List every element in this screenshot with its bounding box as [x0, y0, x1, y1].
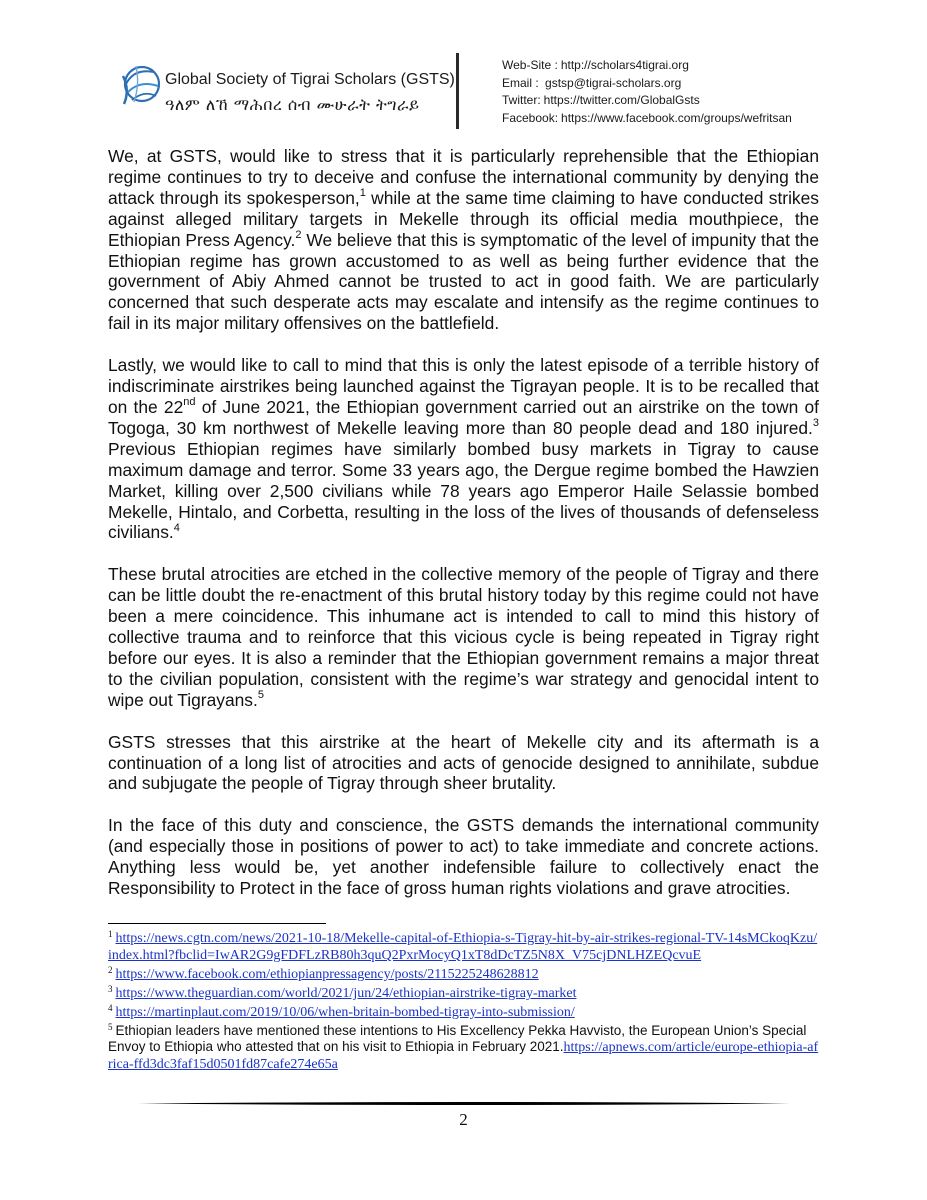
letter-body [108, 146, 819, 899]
paragraph-1 [108, 146, 819, 334]
website-label: Web-Site : [502, 58, 558, 72]
footnote-mark: 4 [108, 1002, 113, 1013]
footnote-text: Ethiopian leaders have mentioned these intentions to His Excellency Pekka Havvisto, the European Union’s Special Envoy to Ethiopia who attested that on his visit to Ethiopia in February 2021. [108, 1023, 807, 1054]
email-label: Email : [502, 75, 539, 90]
letterhead [0, 0, 927, 135]
p1-text-b: while at the same time claiming to have conducted strikes against alleged military targets in Mekelle through its official media mouthpiece, the Ethiopian Press Agency. [108, 187, 819, 250]
twitter-link[interactable]: https://twitter.com/GlobalGsts [543, 93, 700, 107]
globe-logo-icon [120, 60, 160, 110]
website-link[interactable]: http://scholars4tigrai.org [560, 58, 689, 72]
footnote-mark: 3 [108, 983, 113, 994]
footnote-separator [108, 923, 326, 924]
paragraph-5: In the face of this duty and conscience, the GSTS demands the international community (and especially those in positions of power to act) to take immediate and concrete actions. Anything less would be, yet another indefensible failure to collectively enact the Responsibility to Protect in the face of gross human rights violations and grave atrocities. [108, 815, 819, 899]
footnote-mark: 2 [108, 964, 113, 975]
footnote-mark: 5 [108, 1021, 113, 1032]
facebook-link[interactable]: https://www.facebook.com/groups/wefritsan [561, 110, 792, 125]
facebook-line [502, 110, 792, 128]
ordinal-suffix: nd [183, 396, 196, 409]
header-divider [456, 53, 459, 129]
twitter-line [502, 92, 792, 110]
footnote-ref-1[interactable]: 1 [359, 187, 366, 200]
website-line [502, 57, 792, 75]
footnote-3 [108, 985, 819, 1002]
footnote-ref-4[interactable]: 4 [173, 521, 180, 534]
twitter-label: Twitter: [502, 93, 541, 107]
paragraph-3 [108, 564, 819, 710]
paragraph-2 [108, 355, 819, 543]
email-link[interactable]: gstsp@tigrai-scholars.org [545, 75, 682, 90]
footnote-link[interactable]: https://news.cgtn.com/news/2021-10-18/Mekelle-capital-of-Ethiopia-s-Tigray-hit-by-air-strikes-regional-TV-14sMCkoqKzu/index.html?fbclid=IwAR2G9gFDFLzRB80h3quQ2PxrMocyQ1xT8dDcTZ5N8X_V75cjDNLHZEQcvuE [108, 931, 818, 963]
footnote-ref-3[interactable]: 3 [812, 417, 819, 430]
contact-info [502, 57, 792, 127]
footnotes [108, 930, 819, 1075]
p3-text-a: These brutal atrocities are etched in the collective memory of the people of Tigray and there can be little doubt the re-enactment of this brutal history today by this regime could not have been a mere coincidence. This inhumane act is intended to call to mind this history of collective trauma and to reinforce that this vicious cycle is being repeated in Tigray right before our eyes. It is also a reminder that the Ethiopian government remains a major threat to the civilian population, consistent with the regime’s war strategy and genocidal intent to wipe out Tigrayans. [108, 564, 819, 710]
organization-name-tigrinya: ዓለም ለኸ ማሕበረ ሰብ ሙሁራት ትግራይ [165, 95, 420, 114]
p2-text-a: Lastly, we would like to call to mind that this is only the latest episode of a terrible history of indiscriminate airstrikes being launched against the Tigrayan people. It is to be recalled that on the 22 [108, 355, 819, 417]
facebook-label: Facebook: [502, 110, 559, 125]
footnote-ref-2[interactable]: 2 [295, 228, 302, 241]
page-number: 2 [459, 1110, 468, 1129]
p2-text-c: Previous Ethiopian regimes have similarly bombed busy markets in Tigray to cause maximum damage and terror. Some 33 years ago, the Dergue regime bombed the Hawzien Market, killing over 2,500 civilians while 78 years ago Emperor Haile Selassie bombed Mekelle, Hintalo, and Corbetta, resulting in the loss of the lives of thousands of defenseless civilians. [108, 438, 819, 543]
footer-rule [138, 1101, 790, 1106]
p1-text-a: We, at GSTS, would like to stress that it is particularly reprehensible that the Ethiopian regime continues to try to deceive and confuse the international community by denying the attack through its spokesperson, [108, 146, 819, 208]
footnote-link[interactable]: https://www.facebook.com/ethiopianpressagency/posts/2115225248628812 [115, 967, 539, 982]
footnote-link[interactable]: https://martinplaut.com/2019/10/06/when-britain-bombed-tigray-into-submission/ [115, 1005, 575, 1020]
footnote-link[interactable]: https://apnews.com/article/europe-ethiopia-africa-ffd3dc3faf15d0501fd87cafe274e65a [108, 1040, 819, 1072]
footnote-ref-5[interactable]: 5 [257, 688, 264, 701]
email-line [502, 75, 792, 93]
p1-text-c: We believe that this is symptomatic of the level of impunity that the Ethiopian regime has grown accustomed to as well as being further evidence that the government of Abiy Ahmed cannot be trusted to act in good faith. We are particularly concerned that such desperate acts may escalate and intensify as the regime continues to fail in its major military offensives on the battlefield. [108, 229, 819, 334]
footnote-1 [108, 930, 819, 964]
paragraph-4: GSTS stresses that this airstrike at the heart of Mekelle city and its aftermath is a continuation of a long list of atrocities and acts of genocide designed to annihilate, subdue and subjugate the people of Tigray through sheer brutality. [108, 731, 819, 794]
footnote-4 [108, 1004, 819, 1021]
footnote-link[interactable]: https://www.theguardian.com/world/2021/jun/24/ethiopian-airstrike-tigray-market [115, 986, 577, 1001]
footnote-5 [108, 1023, 819, 1073]
footnote-2 [108, 966, 819, 983]
footnote-mark: 1 [108, 928, 113, 939]
p2-text-b: of June 2021, the Ethiopian government carried out an airstrike on the town of Togoga, 30 km northwest of Mekelle leaving more than 80 people dead and 180 injured. [108, 396, 819, 438]
organization-name: Global Society of Tigrai Scholars (GSTS) [165, 71, 455, 88]
